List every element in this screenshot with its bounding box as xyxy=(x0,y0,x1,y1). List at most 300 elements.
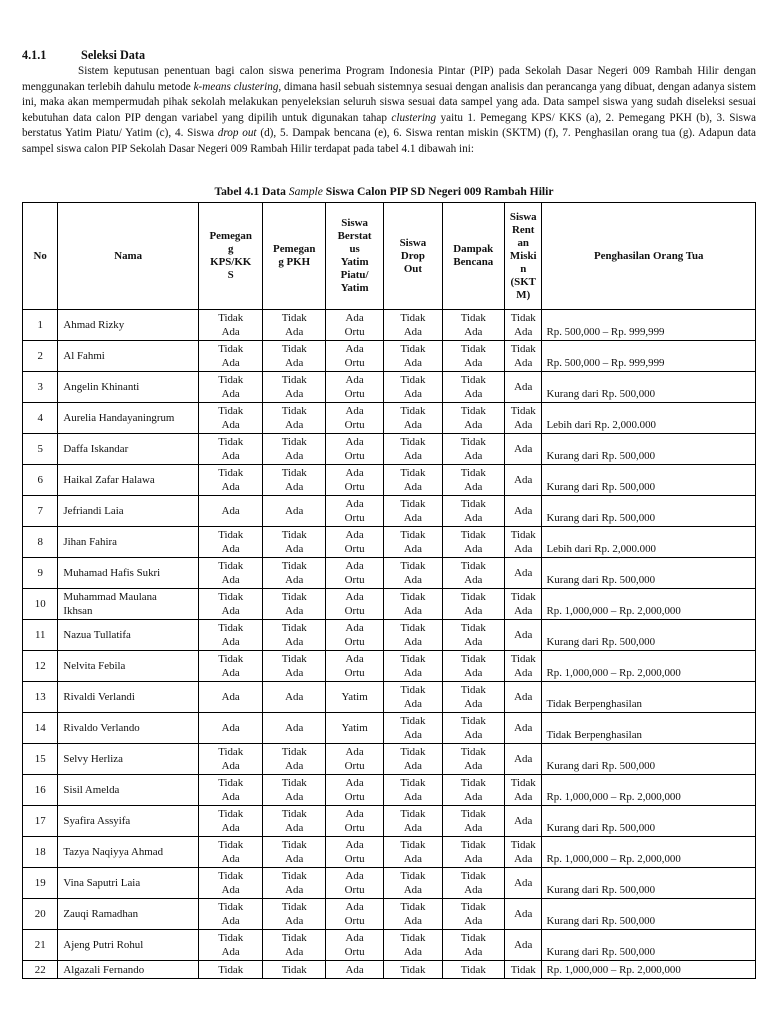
cell-sktm xyxy=(505,806,542,837)
cell-pkh-line: Tidak xyxy=(281,746,307,758)
cell-nama xyxy=(58,713,199,744)
cell-kps-line: Tidak xyxy=(218,746,244,758)
table-row xyxy=(23,868,756,899)
cell-yatim-line: Ada xyxy=(345,622,364,634)
cell-nama-line: Ahmad Rizky xyxy=(63,319,125,331)
cell-dropout-line: Tidak xyxy=(400,436,426,448)
cell-yatim xyxy=(325,930,383,961)
cell-sktm-line: Tidak xyxy=(510,529,536,541)
cell-bencana-line: Tidak xyxy=(460,343,486,355)
cell-no: 13 xyxy=(23,682,58,713)
cell-bencana xyxy=(442,558,504,589)
cell-yatim-line: Ada xyxy=(345,839,364,851)
cell-sktm-line: Ada xyxy=(514,853,533,865)
cell-nama xyxy=(58,899,199,930)
cell-pkh-line: Tidak xyxy=(281,901,307,913)
cell-yatim-line: Ada xyxy=(345,467,364,479)
cell-no: 6 xyxy=(23,465,58,496)
cell-income: Kurang dari Rp. 500,000 xyxy=(542,899,756,930)
header-pkh-line: Pemegan xyxy=(273,243,316,255)
cell-dropout-line: Tidak xyxy=(400,715,426,727)
cell-dropout xyxy=(384,372,442,403)
cell-yatim xyxy=(325,465,383,496)
header-dropout xyxy=(384,203,442,310)
cell-sktm-line: Ada xyxy=(514,605,533,617)
cell-bencana-line: Ada xyxy=(464,543,483,555)
cell-yatim xyxy=(325,713,383,744)
cell-yatim xyxy=(325,527,383,558)
cell-pkh-line: Tidak xyxy=(281,436,307,448)
cell-bencana-line: Ada xyxy=(464,822,483,834)
cell-nama xyxy=(58,744,199,775)
cell-yatim-line: Ortu xyxy=(344,512,365,524)
cell-bencana-line: Tidak xyxy=(460,653,486,665)
cell-nama xyxy=(58,837,199,868)
cell-kps-line: Tidak xyxy=(218,653,244,665)
cell-sktm xyxy=(505,310,542,341)
cell-sktm-line: Tidak xyxy=(510,777,536,789)
table-row xyxy=(23,310,756,341)
cell-kps-line: Tidak xyxy=(218,436,244,448)
cell-kps xyxy=(198,403,263,434)
cell-yatim-line: Ortu xyxy=(344,853,365,865)
cell-kps xyxy=(198,961,263,979)
cell-nama xyxy=(58,558,199,589)
student-table xyxy=(22,202,756,979)
cell-dropout xyxy=(384,682,442,713)
cell-yatim-line: Ortu xyxy=(344,636,365,648)
cell-yatim-line: Ortu xyxy=(344,667,365,679)
cell-pkh xyxy=(263,496,325,527)
cell-dropout xyxy=(384,465,442,496)
cell-bencana xyxy=(442,651,504,682)
cell-yatim-line: Ortu xyxy=(344,822,365,834)
cell-kps xyxy=(198,899,263,930)
cell-dropout-line: Ada xyxy=(403,760,422,772)
cell-yatim-line: Ada xyxy=(345,436,364,448)
intro-paragraph xyxy=(22,64,756,158)
cell-kps xyxy=(198,651,263,682)
cell-dropout xyxy=(384,837,442,868)
cell-nama xyxy=(58,527,199,558)
header-sktm-line: n xyxy=(520,262,527,275)
cell-kps-line: Ada xyxy=(221,505,240,517)
cell-yatim-line: Ada xyxy=(345,870,364,882)
cell-nama-line: Ikhsan xyxy=(63,605,93,617)
cell-pkh-line: Ada xyxy=(285,636,304,648)
cell-sktm xyxy=(505,527,542,558)
cell-yatim xyxy=(325,682,383,713)
cell-yatim-line: Ortu xyxy=(344,357,365,369)
cell-dropout-line: Ada xyxy=(403,915,422,927)
cell-yatim-line: Ada xyxy=(345,312,364,324)
cell-nama xyxy=(58,496,199,527)
cell-bencana xyxy=(442,465,504,496)
cell-nama-line: Rivaldo Verlando xyxy=(63,722,140,734)
cell-no: 18 xyxy=(23,837,58,868)
cell-yatim xyxy=(325,651,383,682)
table-row xyxy=(23,651,756,682)
cell-dropout-line: Tidak xyxy=(400,932,426,944)
header-yatim-line: Yatim xyxy=(340,282,369,294)
cell-sktm-line: Ada xyxy=(514,505,533,517)
cell-nama-line: Sisil Amelda xyxy=(63,784,120,796)
cell-sktm-line: Ada xyxy=(514,753,533,765)
cell-bencana xyxy=(442,713,504,744)
cell-yatim xyxy=(325,744,383,775)
cell-dropout-line: Ada xyxy=(403,605,422,617)
cell-sktm-line: Ada xyxy=(514,629,533,641)
cell-yatim-line: Ada xyxy=(345,343,364,355)
cell-yatim-line: Ortu xyxy=(344,450,365,462)
cell-bencana-line: Tidak xyxy=(460,808,486,820)
cell-dropout-line: Ada xyxy=(403,729,422,741)
cell-no: 20 xyxy=(23,899,58,930)
cell-bencana-line: Ada xyxy=(464,667,483,679)
cell-sktm xyxy=(505,775,542,806)
cell-bencana-line: Ada xyxy=(464,791,483,803)
header-yatim-line: us xyxy=(349,243,360,255)
table-row xyxy=(23,899,756,930)
cell-pkh-line: Ada xyxy=(285,505,304,517)
cell-bencana-line: Tidak xyxy=(460,529,486,541)
cell-pkh xyxy=(263,403,325,434)
cell-pkh-line: Tidak xyxy=(281,529,307,541)
cell-bencana xyxy=(442,434,504,465)
cell-yatim xyxy=(325,434,383,465)
cell-sktm xyxy=(505,713,542,744)
cell-bencana xyxy=(442,868,504,899)
cell-no: 14 xyxy=(23,713,58,744)
cell-no: 21 xyxy=(23,930,58,961)
cell-bencana-line: Tidak xyxy=(460,560,486,572)
cell-dropout xyxy=(384,558,442,589)
cell-yatim-line: Ada xyxy=(345,560,364,572)
cell-pkh-line: Tidak xyxy=(281,839,307,851)
cell-yatim-line: Ortu xyxy=(344,946,365,958)
cell-kps xyxy=(198,465,263,496)
cell-yatim xyxy=(325,775,383,806)
header-no-line: No xyxy=(33,249,47,262)
para-text-2: dimana hasil sebuah sistemnya sesuai dengan analisis dan perancanga yang dibuat, dengan adanya sistem ini, maka akan mempermudah pihak sekolah melakukan penyeleksian seluruh siswa sesuai data sampel yang ada. Data sampel siswa yang sudah diseleksi sesuai kebutuhan data calon PIP dengan variabel yang dipilih untuk digunakan tahap xyxy=(22,80,756,124)
cell-no: 7 xyxy=(23,496,58,527)
cell-dropout xyxy=(384,527,442,558)
header-bencana-line: Dampak xyxy=(453,243,494,255)
cell-pkh xyxy=(263,465,325,496)
cell-dropout-line: Tidak xyxy=(400,808,426,820)
cell-no: 5 xyxy=(23,434,58,465)
cell-bencana xyxy=(442,744,504,775)
cell-nama xyxy=(58,651,199,682)
cell-kps-line: Ada xyxy=(221,915,240,927)
cell-income: Lebih dari Rp. 2,000.000 xyxy=(542,403,756,434)
cell-sktm-line: Ada xyxy=(514,357,533,369)
cell-bencana xyxy=(442,310,504,341)
cell-income: Rp. 1,000,000 – Rp. 2,000,000 xyxy=(542,775,756,806)
cell-bencana xyxy=(442,682,504,713)
header-pkh-line: g PKH xyxy=(278,256,311,268)
cell-kps xyxy=(198,682,263,713)
cell-yatim xyxy=(325,961,383,979)
cell-no: 8 xyxy=(23,527,58,558)
cell-dropout-line: Tidak xyxy=(400,870,426,882)
cell-kps xyxy=(198,806,263,837)
header-kps-line: Pemegan xyxy=(209,230,252,242)
cell-sktm xyxy=(505,961,542,979)
cell-pkh xyxy=(263,930,325,961)
cell-dropout xyxy=(384,899,442,930)
para-text-1: Sistem keputusan penentuan bagi calon siswa penerima Program Indonesia Pintar (PIP) pada Sekolah Dasar Negeri 009 Rambah Hilir dengan menggunakan terlebih dahulu metode xyxy=(22,65,756,93)
header-nama xyxy=(58,203,199,310)
cell-no: 4 xyxy=(23,403,58,434)
cell-kps xyxy=(198,372,263,403)
cell-kps xyxy=(198,744,263,775)
cell-bencana-line: Ada xyxy=(464,388,483,400)
cell-pkh-line: Tidak xyxy=(281,932,307,944)
cell-yatim-line: Ortu xyxy=(344,388,365,400)
para-em-1: k-means clustering, xyxy=(193,80,282,93)
cell-yatim-line: Yatim xyxy=(341,691,368,703)
cell-pkh xyxy=(263,961,325,979)
header-bencana-line: Bencana xyxy=(453,256,494,268)
cell-no: 9 xyxy=(23,558,58,589)
cell-sktm xyxy=(505,682,542,713)
table-row xyxy=(23,961,756,979)
cell-kps xyxy=(198,434,263,465)
cell-pkh-line: Tidak xyxy=(281,467,307,479)
caption-prefix: Tabel 4.1 Data xyxy=(214,185,289,198)
cell-sktm xyxy=(505,899,542,930)
cell-dropout xyxy=(384,744,442,775)
cell-nama xyxy=(58,868,199,899)
cell-bencana-line: Tidak xyxy=(460,436,486,448)
cell-no: 16 xyxy=(23,775,58,806)
cell-dropout xyxy=(384,806,442,837)
cell-sktm-line: Tidak xyxy=(510,963,536,976)
table-row xyxy=(23,620,756,651)
cell-bencana-line: Tidak xyxy=(460,591,486,603)
cell-bencana xyxy=(442,961,504,979)
cell-dropout-line: Ada xyxy=(403,574,422,586)
cell-nama-line: Zauqi Ramadhan xyxy=(63,908,139,920)
cell-yatim-line: Ada xyxy=(345,808,364,820)
cell-nama-line: Angelin Khinanti xyxy=(63,381,140,393)
cell-yatim-line: Ada xyxy=(345,653,364,665)
cell-bencana xyxy=(442,899,504,930)
header-income xyxy=(542,203,756,310)
header-yatim-line: Yatim xyxy=(340,256,369,268)
cell-dropout-line: Ada xyxy=(403,450,422,462)
cell-dropout-line: Ada xyxy=(403,357,422,369)
cell-kps-line: Tidak xyxy=(218,777,244,789)
header-sktm-line: Siswa xyxy=(509,210,537,223)
cell-income: Lebih dari Rp. 2,000.000 xyxy=(542,527,756,558)
cell-income: Kurang dari Rp. 500,000 xyxy=(542,434,756,465)
cell-bencana-line: Tidak xyxy=(460,901,486,913)
table-row xyxy=(23,434,756,465)
cell-no: 3 xyxy=(23,372,58,403)
cell-dropout-line: Tidak xyxy=(400,684,426,696)
cell-bencana-line: Tidak xyxy=(460,839,486,851)
cell-bencana-line: Ada xyxy=(464,915,483,927)
cell-dropout-line: Ada xyxy=(403,884,422,896)
cell-dropout-line: Tidak xyxy=(400,653,426,665)
cell-yatim-line: Ada xyxy=(345,591,364,603)
cell-nama-line: Syafira Assyifa xyxy=(63,815,131,827)
cell-yatim-line: Yatim xyxy=(341,722,368,734)
cell-bencana-line: Ada xyxy=(464,512,483,524)
cell-pkh xyxy=(263,372,325,403)
cell-bencana-line: Tidak xyxy=(460,963,486,976)
cell-kps-line: Ada xyxy=(221,543,240,555)
cell-pkh-line: Ada xyxy=(285,481,304,493)
cell-yatim xyxy=(325,496,383,527)
cell-pkh-line: Ada xyxy=(285,791,304,803)
cell-kps xyxy=(198,496,263,527)
cell-kps-line: Ada xyxy=(221,667,240,679)
cell-pkh xyxy=(263,899,325,930)
cell-kps-line: Ada xyxy=(221,853,240,865)
table-row xyxy=(23,837,756,868)
cell-pkh-line: Tidak xyxy=(281,653,307,665)
cell-sktm-line: Ada xyxy=(514,419,533,431)
cell-bencana-line: Tidak xyxy=(460,622,486,634)
table-header-row xyxy=(23,203,756,310)
cell-yatim xyxy=(325,403,383,434)
cell-income: Rp. 500,000 – Rp. 999,999 xyxy=(542,310,756,341)
cell-yatim xyxy=(325,589,383,620)
cell-nama xyxy=(58,341,199,372)
header-pkh xyxy=(263,203,325,310)
cell-sktm-line: Tidak xyxy=(510,312,536,324)
cell-pkh xyxy=(263,527,325,558)
para-text-4: (d), 5. Dampak bencana (e), 6. Siswa rentan miskin (SKTM) (f), 7. Penghasilan orang tua (g). Adapun data sampel siswa calon PIP Sekolah Dasar Negeri 009 Rambah Hilir terdapat pada tabel 4.1 dibawah ini: xyxy=(22,127,756,155)
cell-bencana-line: Tidak xyxy=(460,312,486,324)
cell-bencana-line: Ada xyxy=(464,698,483,710)
cell-kps-line: Ada xyxy=(221,481,240,493)
cell-nama-line: Daffa Iskandar xyxy=(63,443,129,455)
cell-kps-line: Tidak xyxy=(218,901,244,913)
cell-pkh-line: Ada xyxy=(285,915,304,927)
cell-dropout-line: Tidak xyxy=(400,374,426,386)
cell-kps-line: Tidak xyxy=(218,312,244,324)
header-kps-line: KPS/KK xyxy=(210,256,252,268)
cell-yatim xyxy=(325,899,383,930)
cell-kps xyxy=(198,527,263,558)
cell-kps xyxy=(198,341,263,372)
header-yatim-line: Berstat xyxy=(337,230,372,242)
header-sktm xyxy=(505,203,542,310)
cell-kps xyxy=(198,620,263,651)
cell-sktm-line: Ada xyxy=(514,791,533,803)
cell-yatim-line: Ada xyxy=(345,529,364,541)
cell-yatim-line: Ada xyxy=(345,498,364,510)
cell-pkh xyxy=(263,868,325,899)
table-row xyxy=(23,930,756,961)
cell-sktm-line: Ada xyxy=(514,939,533,951)
header-dropout-line: Out xyxy=(403,262,422,275)
header-sktm-line: an xyxy=(517,236,529,249)
cell-pkh-line: Ada xyxy=(285,357,304,369)
header-kps xyxy=(198,203,263,310)
cell-dropout-line: Tidak xyxy=(400,312,426,324)
cell-pkh xyxy=(263,434,325,465)
cell-pkh-line: Ada xyxy=(285,691,304,703)
cell-yatim-line: Ada xyxy=(345,405,364,417)
cell-pkh xyxy=(263,589,325,620)
cell-bencana-line: Ada xyxy=(464,884,483,896)
cell-sktm-line: Ada xyxy=(514,877,533,889)
cell-pkh-line: Tidak xyxy=(281,560,307,572)
cell-kps-line: Tidak xyxy=(218,932,244,944)
cell-no: 10 xyxy=(23,589,58,620)
cell-pkh-line: Ada xyxy=(285,760,304,772)
cell-sktm xyxy=(505,744,542,775)
cell-bencana-line: Ada xyxy=(464,419,483,431)
cell-sktm-line: Ada xyxy=(514,567,533,579)
cell-sktm xyxy=(505,496,542,527)
cell-nama xyxy=(58,589,199,620)
cell-kps-line: Ada xyxy=(221,419,240,431)
cell-kps-line: Ada xyxy=(221,884,240,896)
cell-sktm-line: Tidak xyxy=(510,405,536,417)
cell-dropout-line: Ada xyxy=(403,946,422,958)
cell-bencana-line: Ada xyxy=(464,946,483,958)
cell-dropout-line: Tidak xyxy=(400,777,426,789)
cell-pkh xyxy=(263,806,325,837)
cell-nama-line: Jefriandi Laia xyxy=(63,505,124,517)
cell-bencana-line: Ada xyxy=(464,326,483,338)
section-heading xyxy=(22,48,145,63)
cell-sktm-line: Tidak xyxy=(510,653,536,665)
caption-italic: Sample xyxy=(288,185,323,198)
header-sktm-line: M) xyxy=(516,288,531,301)
cell-nama-line: Haikal Zafar Halawa xyxy=(63,474,155,486)
cell-kps xyxy=(198,837,263,868)
cell-income: Kurang dari Rp. 500,000 xyxy=(542,868,756,899)
cell-sktm xyxy=(505,558,542,589)
cell-pkh-line: Ada xyxy=(285,822,304,834)
cell-nama-line: Muhammad Maulana xyxy=(63,591,157,603)
cell-kps-line: Tidak xyxy=(218,591,244,603)
cell-dropout-line: Ada xyxy=(403,698,422,710)
cell-bencana-line: Ada xyxy=(464,636,483,648)
cell-nama-line: Vina Saputri Laia xyxy=(63,877,141,889)
cell-kps-line: Ada xyxy=(221,722,240,734)
cell-no: 17 xyxy=(23,806,58,837)
cell-pkh-line: Tidak xyxy=(281,808,307,820)
cell-nama xyxy=(58,434,199,465)
cell-bencana-line: Ada xyxy=(464,760,483,772)
cell-sktm-line: Ada xyxy=(514,474,533,486)
cell-sktm xyxy=(505,589,542,620)
header-sktm-line: (SKT xyxy=(510,275,536,288)
cell-income: Kurang dari Rp. 500,000 xyxy=(542,558,756,589)
cell-income: Rp. 1,000,000 – Rp. 2,000,000 xyxy=(542,651,756,682)
cell-bencana xyxy=(442,775,504,806)
cell-dropout-line: Tidak xyxy=(400,560,426,572)
cell-pkh-line: Ada xyxy=(285,388,304,400)
cell-yatim-line: Ada xyxy=(345,374,364,386)
table-row xyxy=(23,682,756,713)
cell-bencana xyxy=(442,403,504,434)
table-caption xyxy=(0,185,768,198)
header-kps-line: g xyxy=(227,243,234,255)
table-row xyxy=(23,527,756,558)
cell-bencana-line: Tidak xyxy=(460,777,486,789)
cell-kps-line: Tidak xyxy=(218,622,244,634)
cell-nama-line: Nelvita Febila xyxy=(63,660,126,672)
